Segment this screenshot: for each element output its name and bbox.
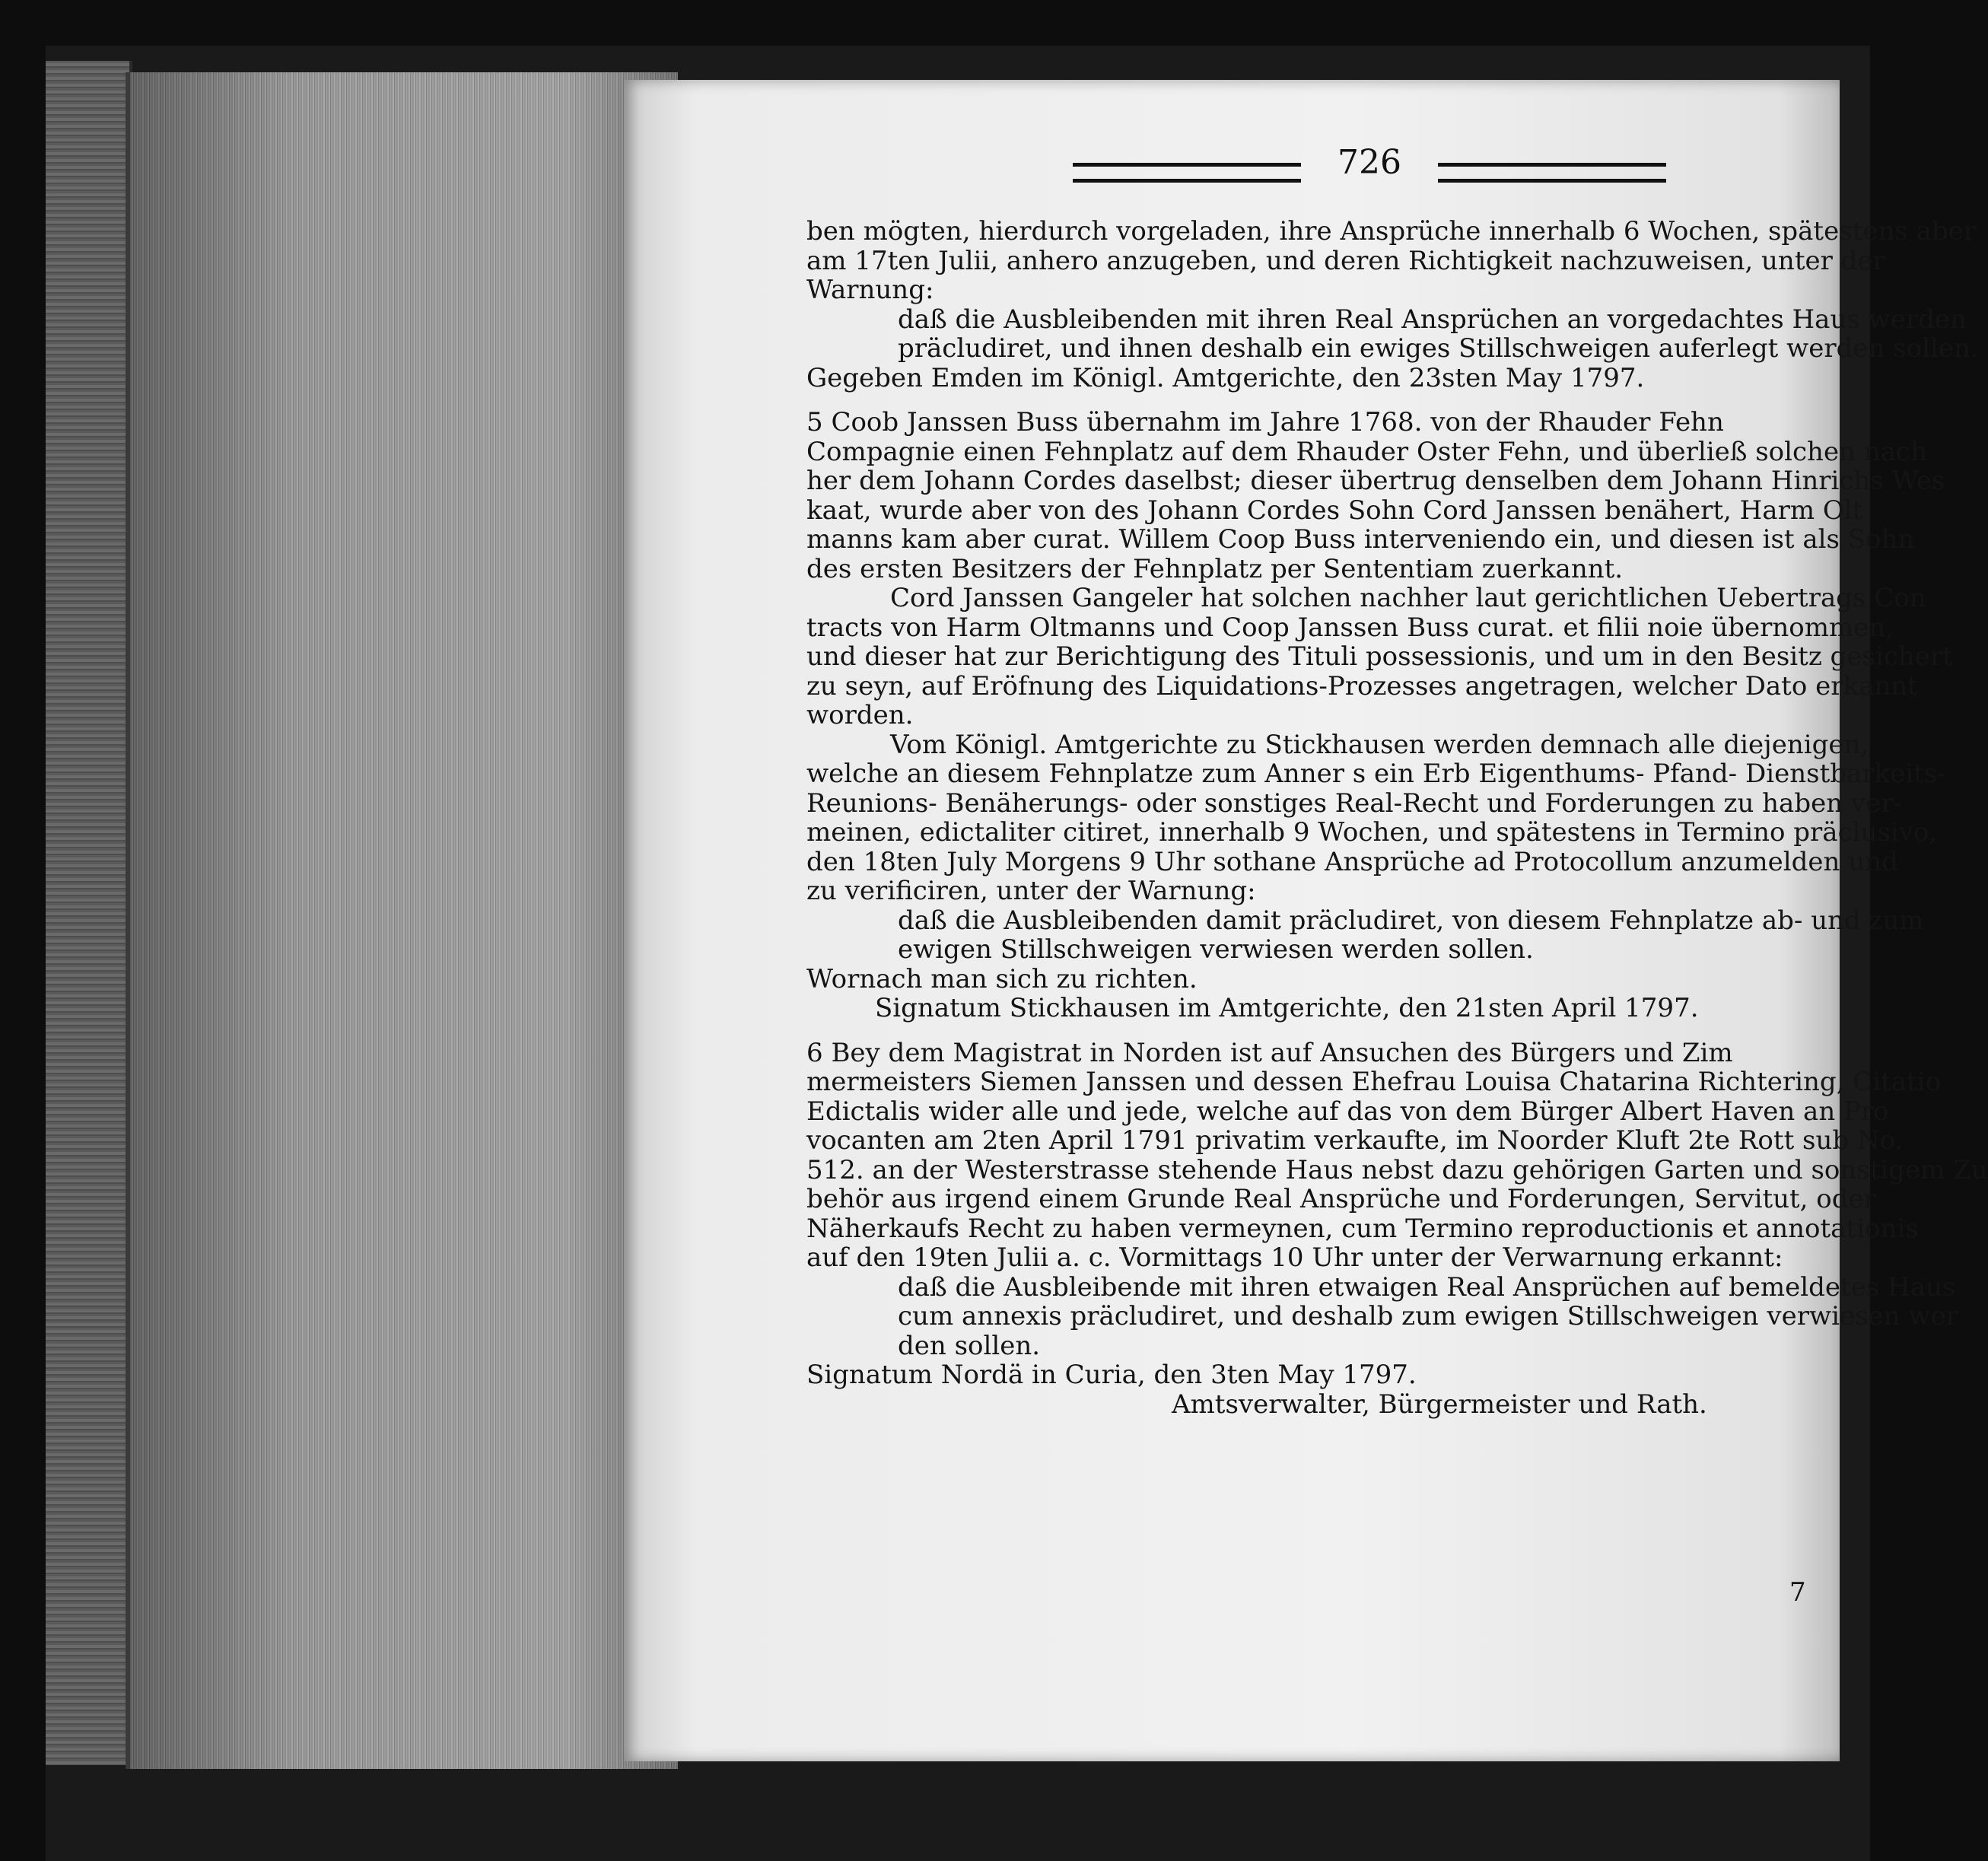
text-line: manns kam aber curat. Willem Coop Buss interveniendo ein, und diesen ist als Sohn [806,524,1915,555]
paragraph-gap [806,1023,1826,1039]
text-line: daß die Ausbleibenden mit ihren Real Ansprüchen an vorgedachtes Haus werden [898,304,1967,335]
text-line: ewigen Stillschweigen verwiesen werden sollen. [898,934,1534,965]
text-line: zu verificiren, unter der Warnung: [806,876,1256,906]
text-line: Signatum Stickhausen im Amtgerichte, den 21sten April 1797. [875,993,1699,1023]
text-line: welche an diesem Fehnplatze zum Anner s ein Erb Eigenthums- Pfand- Dienstbarkeits- [806,759,1946,789]
text-line: daß die Ausbleibende mit ihren etwaigen Real Ansprüchen auf bemeldetes Haus [898,1271,1956,1303]
header-rule-right [1438,163,1666,183]
paragraph [806,1390,1826,1420]
text-line: auf den 19ten Julii a. c. Vormittags 10 Uhr unter der Verwarnung erkannt: [806,1242,1783,1273]
text-line: 5 Coob Janssen Buss übernahm im Jahre 1768. von der Rhauder Fehn [806,407,1724,437]
text-line: Compagnie einen Fehnplatz auf dem Rhauder Oster Fehn, und überließ solchen nach [806,436,1927,467]
paragraph [806,407,1945,584]
page-header [1073,143,1666,183]
paragraph [806,994,1826,1023]
paragraph [806,216,1977,305]
text-line: kaat, wurde aber von des Johann Cordes Sohn Cord Janssen benähert, Harm Olt [806,495,1863,526]
text-line: worden. [806,700,914,730]
text-line: Amtsverwalter, Bürgermeister und Rath. [1172,1389,1707,1420]
text-line: Cord Janssen Gangeler hat solchen nachher laut gerichtlichen Uebertrags Con [890,583,1926,613]
catchword: 7 [1789,1577,1806,1608]
text-line: meinen, edictaliter citiret, innerhalb 9 Wochen, und spätestens in Termino präclusivo, [806,817,1938,848]
header-rule-left [1073,163,1301,183]
text-line: Reunions- Benäherungs- oder sonstiges Real-Recht und Forderungen zu haben ver- [806,787,1902,819]
text-line: daß die Ausbleibenden damit präcludiret, von diesem Fehnplatze ab- und zum [898,905,1924,936]
paragraph [806,729,1869,760]
paragraph [806,364,1826,393]
text-line: Vom Königl. Amtgerichte zu Stickhausen werden demnach alle diejenigen, [890,729,1869,760]
paragraph [806,759,1946,906]
paragraph [806,1360,1826,1390]
text-line: Wornach man sich zu richten. [806,963,1198,994]
text-line: behör aus irgend einem Grunde Real Ansprüche und Forderungen, Servitut, oder [806,1184,1876,1214]
text-line: des ersten Besitzers der Fehnplatz per Sententiam zuerkannt. [806,553,1624,584]
text-line: 512. an der Westerstrasse stehende Haus nebst dazu gehörigen Garten und sonstigem Zu [806,1154,1988,1185]
text-line: her dem Johann Cordes daselbst; dieser übertrug denselben dem Johann Hinrichs Wes [806,466,1945,496]
text-line: den 18ten July Morgens 9 Uhr sothane Ansprüche ad Protocollum anzumelden und [806,846,1898,877]
text-line: tracts von Harm Oltmanns und Coop Janssen Buss curat. et filii noie übernommen, [806,612,1894,643]
paragraph-gap [806,393,1826,408]
text-line: cum annexis präcludiret, und deshalb zum ewigen Stillschweigen verwiesen wer [898,1301,1958,1331]
page-edges-stack [126,72,678,1769]
paragraph [806,905,1924,965]
paragraph [806,583,1926,613]
text-line: und dieser hat zur Berichtigung des Tituli possessionis, und um in den Besitz gesichert [806,641,1953,672]
text-line: Warnung: [806,275,934,305]
text-line: zu seyn, auf Eröfnung des Liquidations-Prozesses angetragen, welcher Dato erkannt [806,670,1918,701]
text-line: 6 Bey dem Magistrat in Norden ist auf Ansuchen des Bürgers und Zim [806,1037,1733,1068]
text-line: ben mögten, hierdurch vorgeladen, ihre Ansprüche innerhalb 6 Wochen, spätestens aber [806,216,1977,247]
paragraph [806,965,1826,994]
text-line: den sollen. [898,1330,1041,1361]
book-spine [46,61,132,1765]
text-line: mermeisters Siemen Janssen und dessen Ehefrau Louisa Chatarina Richtering, Citatio [806,1067,1942,1097]
paragraph [806,612,1953,730]
paragraph [806,304,1979,364]
book-page [624,80,1988,1761]
page-number: 726 [1338,143,1401,182]
page-text-body [806,216,1988,1420]
text-line: Gegeben Emden im Königl. Amtgerichte, den 23sten May 1797. [806,362,1645,393]
text-line: vocanten am 2ten April 1791 privatim verkaufte, im Noorder Kluft 2te Rott sub No. [806,1125,1904,1156]
paragraph [806,1271,1958,1361]
text-line: Edictalis wider alle und jede, welche auf das von dem Bürger Albert Haven an Pro [806,1096,1889,1127]
paragraph [806,1037,1988,1273]
text-line: präcludiret, und ihnen deshalb ein ewiges Stillschweigen auferlegt werden sollen. [898,333,1979,364]
text-line: Näherkaufs Recht zu haben vermeynen, cum Termino reproductionis et annotationis [806,1213,1919,1244]
text-line: am 17ten Julii, anhero anzugeben, und deren Richtigkeit nachzuweisen, unter der [806,245,1885,276]
text-line: Signatum Nordä in Curia, den 3ten May 1797. [806,1360,1417,1390]
